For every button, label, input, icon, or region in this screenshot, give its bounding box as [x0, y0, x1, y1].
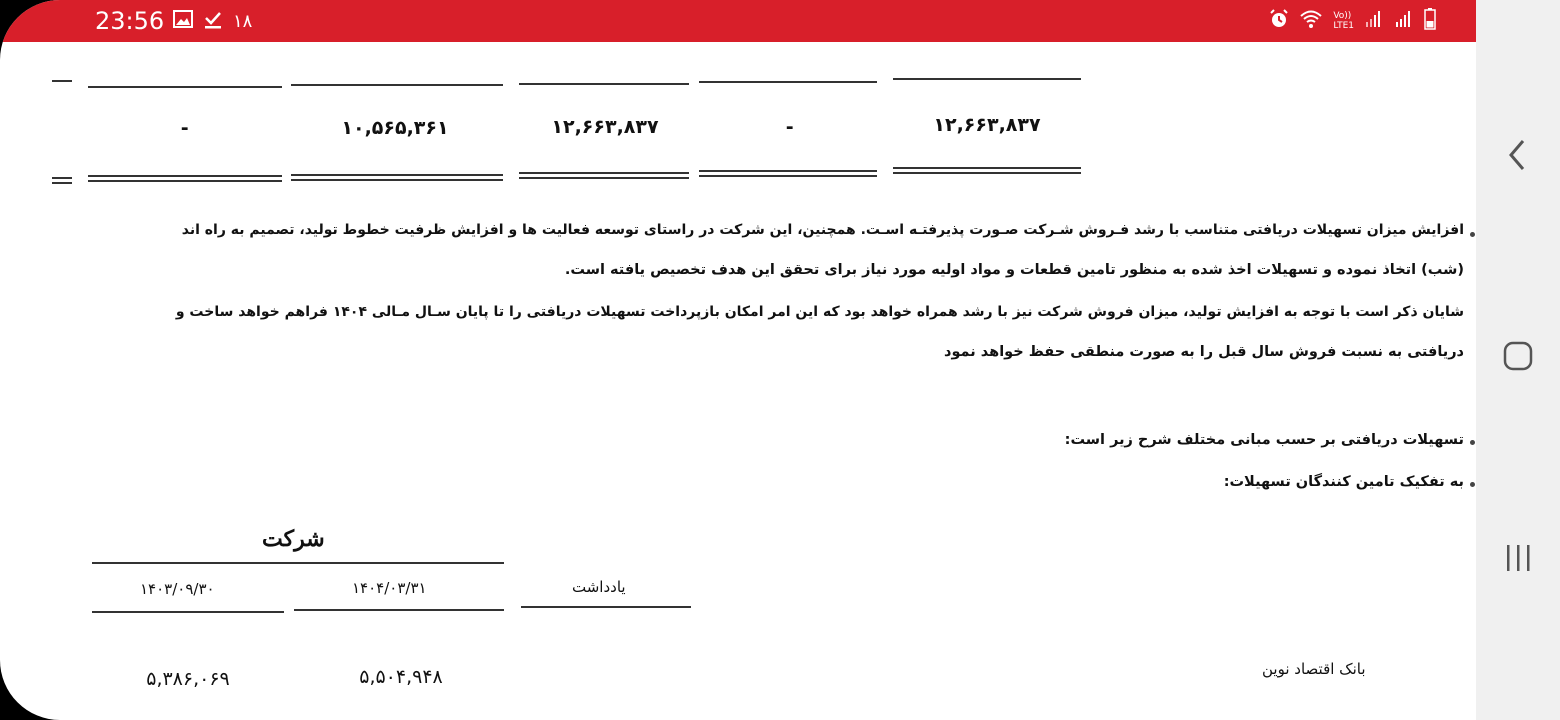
- table-double-rule: [291, 174, 503, 176]
- total-cell: ۱۰,۵۶۵,۳۶۱: [341, 117, 449, 139]
- table-double-rule: [52, 177, 72, 179]
- signal-icon: [1364, 10, 1384, 32]
- back-button[interactable]: [1476, 138, 1560, 172]
- network-type-label: Vo)) LTE1: [1333, 11, 1354, 31]
- bullet: [1470, 232, 1475, 237]
- table-double-rule: [699, 175, 877, 177]
- home-button[interactable]: [1476, 340, 1560, 372]
- table-double-rule: [88, 180, 282, 182]
- section-heading: تسهیلات دریافتی بر حسب مبانی مختلف شرح زیر است:: [1064, 432, 1464, 448]
- table-rule: [92, 611, 284, 613]
- gallery-icon: [173, 10, 193, 32]
- column-header-date1: ۱۴۰۴/۰۳/۳۱: [352, 579, 427, 597]
- table-double-rule: [893, 172, 1081, 174]
- bullet: [1470, 440, 1475, 445]
- group-header: شرکت: [262, 526, 325, 552]
- download-done-icon: [203, 9, 223, 33]
- table-double-rule: [893, 167, 1081, 169]
- notification-count: ۱۸: [233, 10, 253, 32]
- table-double-rule: [291, 179, 503, 181]
- recent-apps-button[interactable]: [1476, 542, 1560, 574]
- column-header-note: یادداشت: [572, 578, 626, 596]
- paragraph-line: افزایش میزان تسهیلات دریافتی متناسب با رشد فـروش شـرکت صـورت پذیرفتـه اسـت. همچنین، این شرکت در راستای توسعه فعالیت ها و افزایش ظرفیت خطوط تولید، تصمیم به راه اند: [181, 222, 1464, 238]
- table-cell: ۵,۵۰۴,۹۴۸: [359, 666, 443, 688]
- bullet: [1470, 482, 1475, 487]
- total-cell: ۱۲,۶۶۳,۸۳۷: [551, 116, 659, 138]
- battery-icon: [1424, 8, 1436, 34]
- table-rule: [699, 81, 877, 83]
- section-heading: به تفکیک تامین کنندگان تسهیلات:: [1223, 474, 1464, 490]
- table-double-rule: [52, 182, 72, 184]
- status-bar: [0, 0, 1476, 42]
- table-row-label: بانک اقتصاد نوین: [1262, 660, 1366, 678]
- paragraph-line: شایان ذکر است با توجه به افزایش تولید، میزان فروش شرکت نیز با رشد همراه خواهد بود که این امر امکان بازپرداخت تسهیلات دریافتی را تا پایان سـال مـالی ۱۴۰۴ فراهم خواهد ساخت و: [175, 304, 1464, 320]
- table-double-rule: [88, 175, 282, 177]
- table-rule: [521, 606, 691, 608]
- status-time: 23:56: [95, 7, 165, 35]
- table-rule: [519, 83, 689, 85]
- document-viewer[interactable]: [0, 42, 1476, 720]
- wifi-icon: [1299, 9, 1323, 33]
- navigation-bar: [1476, 0, 1560, 720]
- total-cell: ۱۲,۶۶۳,۸۳۷: [933, 114, 1041, 136]
- alarm-icon: [1269, 9, 1289, 33]
- table-rule: [52, 80, 72, 82]
- table-rule: [291, 84, 503, 86]
- table-rule: [88, 86, 282, 88]
- table-cell: ۵,۳۸۶,۰۶۹: [146, 668, 230, 690]
- table-double-rule: [699, 170, 877, 172]
- table-double-rule: [519, 177, 689, 179]
- paragraph-line: دریافتی به نسبت فروش سال قبل را به صورت منطقی حفظ خواهد نمود: [944, 344, 1464, 360]
- table-rule: [92, 562, 504, 564]
- signal-icon: [1394, 10, 1414, 32]
- table-double-rule: [519, 172, 689, 174]
- paragraph-line: (شب) اتخاذ نموده و تسهیلات اخذ شده به منظور تامین قطعات و مواد اولیه مورد نیاز برای تحقق این هدف تخصیص یافته است.: [564, 262, 1464, 278]
- total-cell: -: [180, 117, 190, 139]
- column-header-date2: ۱۴۰۳/۰۹/۳۰: [140, 580, 215, 598]
- total-cell: -: [785, 116, 795, 138]
- table-rule: [893, 78, 1081, 80]
- table-rule: [294, 609, 504, 611]
